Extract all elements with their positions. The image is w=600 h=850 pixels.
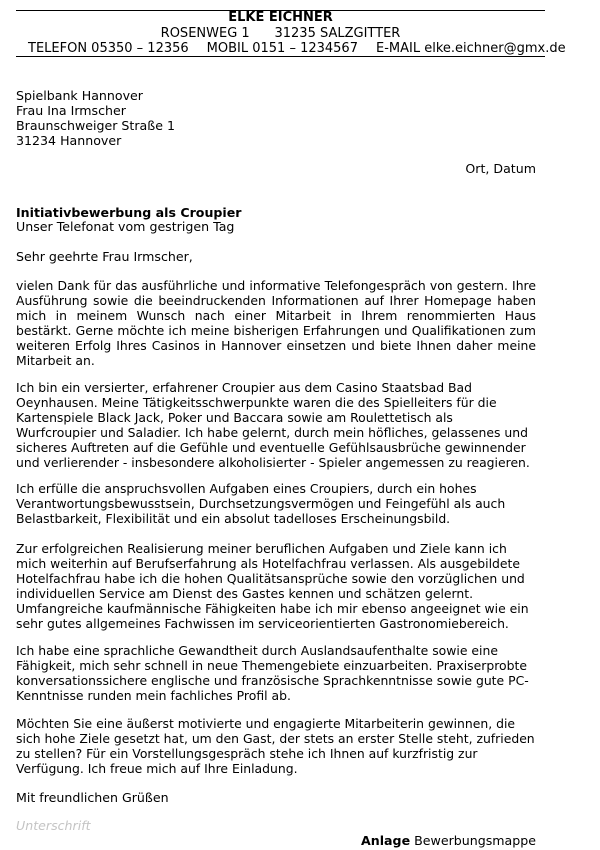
attachment-note: [361, 833, 536, 848]
recipient-address: [16, 88, 175, 148]
sender-email: E-MAIL elke.eichner@gmx.de: [375, 41, 566, 56]
attachment-label: Anlage: [361, 833, 411, 848]
sender-contact-line: [28, 41, 566, 56]
body-paragraph-6: Möchten Sie eine äußerst motivierte und engagierte Mitarbeiterin gewinnen, die sich hohe Ziele gesetzt hat, um den Gast, der stets an erster Stelle steht, zufrieden zu stellen? Für ein Vorstellungsgespräch stehe ich Ihnen auf kurzfristig zur Verfügung. Ich freue mich auf Ihre Einladung.: [16, 716, 535, 776]
body-paragraph-2: Ich bin ein versierter, erfahrener Croupier aus dem Casino Staatsbad Bad Oeynhausen. Meine Tätigkeitsschwerpunkte waren die des Spielleiters für die Kartenspiele Black Jack, Poker und Baccara sowie am Roulettetisch als Wurfcroupier und Saladier. Ich habe gelernt, durch mein höfliches, gelassenes und sicheres Auftreten auf die Gefühle und eventuelle Gefühlsausbrüche gewinnender und verlierender - insbesondere alkoholisierter - Spieler angemessen zu reagieren.: [16, 380, 530, 470]
sender-address: [16, 26, 545, 41]
body-paragraph-5: Ich habe eine sprachliche Gewandtheit durch Auslandsaufenthalte sowie eine Fähigkeit, mich sehr schnell in neue Themengebiete einzuarbeiten. Praxiserprobte konversationssichere englische und französische Sprachkenntnisse sowie gute PC-Kenntnisse runden mein fachliches Profil ab.: [16, 643, 529, 703]
header-bottom-rule: [16, 56, 545, 57]
signature-placeholder: Unterschrift: [16, 818, 91, 833]
recipient-company: Spielbank Hannover: [16, 88, 143, 103]
sender-phone: TELEFON 05350 – 12356: [28, 41, 189, 56]
sender-mobile: MOBIL 0151 – 1234567: [206, 41, 358, 56]
body-paragraph-3: Ich erfülle die anspruchsvollen Aufgaben eines Croupiers, durch ein hohes Verantwortungsbewusstsein, Durchsetzungsvermögen und Feingefühl als auch Belastbarkeit, Flexibilität und ein absolut tadelloses Erscheinungsbild.: [16, 481, 506, 526]
letter-date: Ort, Datum: [465, 161, 536, 176]
closing: Mit freundlichen Grüßen: [16, 790, 169, 805]
recipient-street: Braunschweiger Straße 1: [16, 118, 175, 133]
recipient-city: 31234 Hannover: [16, 133, 122, 148]
recipient-person: Frau Ina Irmscher: [16, 103, 126, 118]
salutation: Sehr geehrte Frau Irmscher,: [16, 249, 193, 264]
body-paragraph-1: vielen Dank für das ausführliche und informative Telefongespräch von gestern. Ihre Ausführung sowie die beeindruckenden Informationen auf Ihrer Homepage haben mich in meinem Wunsch nach einer Mitarbeit in Ihrem renommierten Haus bestärkt. Gerne möchte ich meine bisherigen Erfahrungen und Qualifikationen zum weiteren Erfolg Ihres Casinos in Hannover einsetzen und biete Ihnen daher meine Mitarbeit an.: [16, 278, 536, 368]
subject-reference: Unser Telefonat vom gestrigen Tag: [16, 219, 235, 234]
sender-name: ELKE EICHNER: [228, 10, 333, 25]
subject-line: Initiativbewerbung als Croupier: [16, 205, 242, 220]
sender-city: 31235 SALZGITTER: [274, 26, 401, 41]
sender-street: ROSENWEG 1: [160, 26, 250, 41]
attachment-value: Bewerbungsmappe: [414, 833, 536, 848]
body-paragraph-4: Zur erfolgreichen Realisierung meiner beruflichen Aufgaben und Ziele kann ich mich weiterhin auf Berufserfahrung als Hotelfachfrau verlassen. Als ausgebildete Hotelfachfrau habe ich die hohen Qualitätsansprüche sowie den vorzüglichen und individuellen Service am Dienst des Gastes kennen und schätzen gelernt. Umfangreiche kaufmännische Fähigkeiten habe ich mir ebenso angeeignet wie ein sehr gutes allgemeines Fachwissen im serviceorientierten Gastronomiebereich.: [16, 541, 529, 631]
